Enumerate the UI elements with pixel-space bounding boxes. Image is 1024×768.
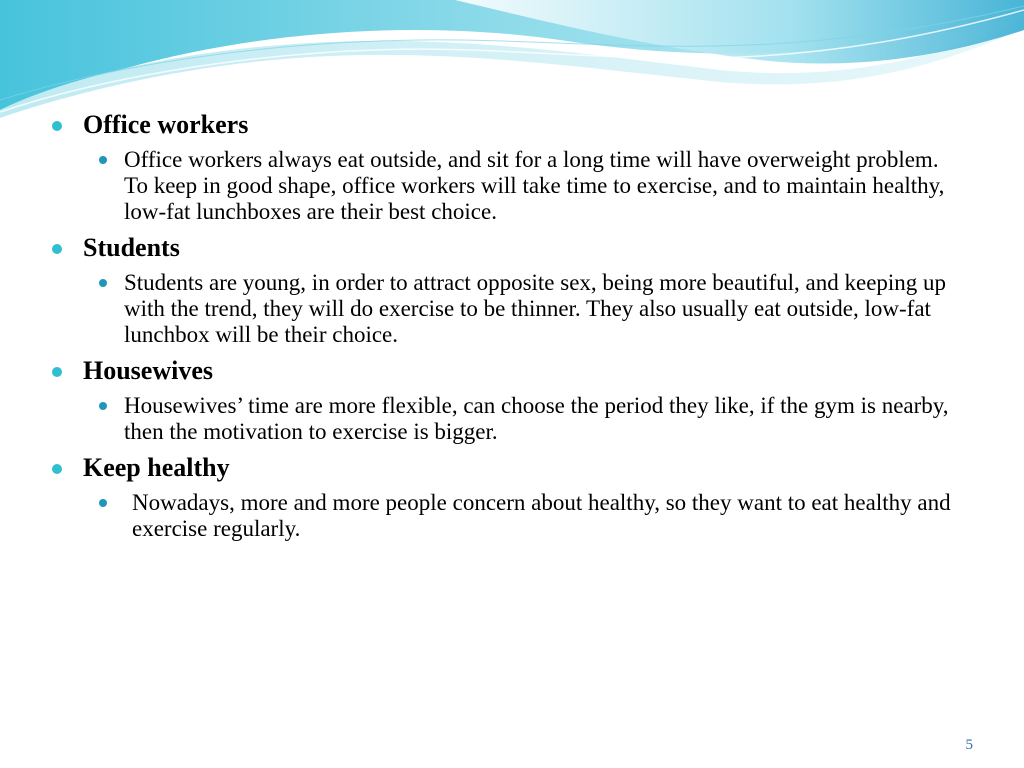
bullet-icon	[52, 244, 62, 254]
sub-bullet-icon	[99, 402, 107, 410]
page-number: 5	[965, 737, 973, 753]
bullet-icon	[52, 464, 62, 474]
section-heading-students: Students	[52, 231, 972, 265]
bullet-icon	[52, 367, 62, 377]
section-heading-housewives: Housewives	[52, 354, 972, 388]
sub-bullet-icon	[99, 279, 107, 287]
section-heading-office-workers: Office workers	[52, 108, 972, 142]
sub-bullet-icon	[99, 156, 107, 164]
section-body-keep-healthy: Nowadays, more and more people concern about healthy, so they want to eat healthy and exercise regularly.	[132, 490, 962, 542]
slide-content	[52, 108, 972, 548]
section-heading-keep-healthy: Keep healthy	[52, 451, 972, 485]
section-body-housewives: Housewives’ time are more flexible, can choose the period they like, if the gym is nearby, then the motivation to exercise is bigger.	[124, 393, 954, 445]
sub-bullet-icon	[99, 499, 107, 507]
section-body-office-workers: Office workers always eat outside, and sit for a long time will have overweight problem. To keep in good shape, office workers will take time to exercise, and to maintain healthy, low-fat lunchboxes are their best choice.	[124, 147, 954, 225]
section-body-students: Students are young, in order to attract opposite sex, being more beautiful, and keeping up with the trend, they will do exercise to be thinner. They also usually eat outside, low-fat lunchbox will be their choice.	[124, 270, 954, 348]
bullet-icon	[52, 121, 62, 131]
